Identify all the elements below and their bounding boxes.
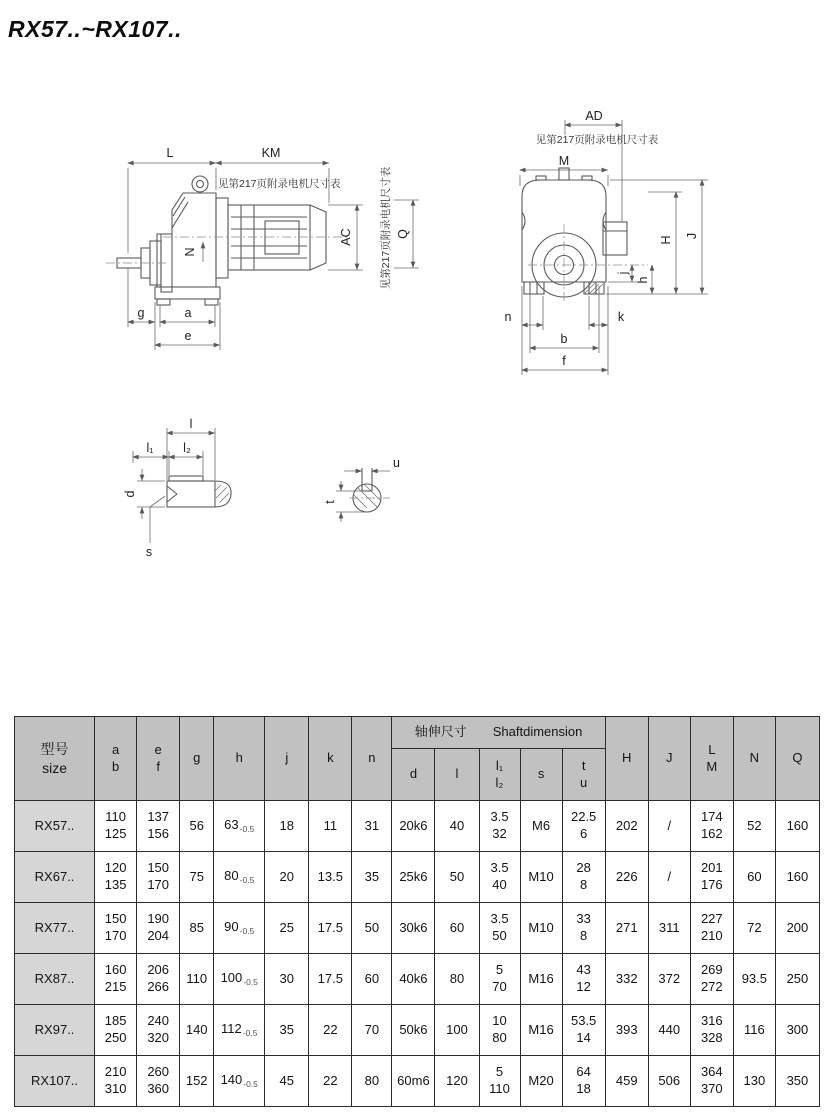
shaft-geometry xyxy=(167,476,231,507)
cell-g: 152 xyxy=(180,1056,214,1107)
cell-l: 100 xyxy=(435,1005,479,1056)
cell-ef: 206 266 xyxy=(137,954,180,1005)
cell-model: RX87.. xyxy=(15,954,95,1005)
header-LM: L M xyxy=(690,717,733,801)
cell-g: 140 xyxy=(180,1005,214,1056)
motor-note-side-top: 见第217页附录电机尺寸表 xyxy=(218,178,341,190)
cell-tu: 64 18 xyxy=(562,1056,605,1107)
table-row xyxy=(15,852,820,903)
cell-l12: 3.5 50 xyxy=(479,903,520,954)
cell-Q: 300 xyxy=(775,1005,819,1056)
dimension-table-wrap xyxy=(14,716,820,1107)
cell-N: 60 xyxy=(733,852,775,903)
cell-N: 52 xyxy=(733,801,775,852)
dim-label-AD: AD xyxy=(585,109,603,123)
page-title: RX57..~RX107.. xyxy=(8,16,182,42)
cell-g: 75 xyxy=(180,852,214,903)
front-view-dimensions xyxy=(520,120,708,375)
dim-label-t: t xyxy=(323,500,337,504)
dim-label-d: d xyxy=(123,490,137,498)
cell-ef: 260 360 xyxy=(137,1056,180,1107)
cell-s: M16 xyxy=(520,954,562,1005)
cell-LM: 269 272 xyxy=(690,954,733,1005)
cell-l: 120 xyxy=(435,1056,479,1107)
cell-d: 25k6 xyxy=(392,852,435,903)
header-ef: e f xyxy=(137,717,180,801)
cell-d: 40k6 xyxy=(392,954,435,1005)
cell-l12: 3.5 40 xyxy=(479,852,520,903)
cell-ab: 120 135 xyxy=(95,852,137,903)
cell-k: 13.5 xyxy=(309,852,352,903)
cell-k: 11 xyxy=(309,801,352,852)
cell-n: 60 xyxy=(352,954,392,1005)
cell-h: $140_{-0.5}$ xyxy=(214,1056,265,1107)
technical-drawings xyxy=(0,90,840,580)
cell-ab: 110 125 xyxy=(95,801,137,852)
cell-ab: 160 215 xyxy=(95,954,137,1005)
side-view-drawing xyxy=(106,146,419,350)
cell-l12: 5 110 xyxy=(479,1056,520,1107)
dim-label-KM: KM xyxy=(261,146,281,160)
header-J: J xyxy=(648,717,690,801)
section-keyway xyxy=(362,468,372,491)
cell-H: 393 xyxy=(605,1005,648,1056)
cell-l: 80 xyxy=(435,954,479,1005)
shaft-section-drawing xyxy=(323,456,400,522)
dim-label-j: j xyxy=(616,271,630,275)
cell-H: 202 xyxy=(605,801,648,852)
cell-Q: 200 xyxy=(775,903,819,954)
cell-LM: 227 210 xyxy=(690,903,733,954)
cell-j: 35 xyxy=(265,1005,309,1056)
cell-j: 20 xyxy=(265,852,309,903)
cell-k: 17.5 xyxy=(309,903,352,954)
dim-label-l: l xyxy=(189,417,193,431)
side-view-geometry xyxy=(117,176,326,305)
dim-label-g: g xyxy=(137,306,145,320)
cell-j: 30 xyxy=(265,954,309,1005)
cell-Q: 160 xyxy=(775,852,819,903)
cell-ab: 210 310 xyxy=(95,1056,137,1107)
cell-h: $112_{-0.5}$ xyxy=(214,1005,265,1056)
cell-ef: 150 170 xyxy=(137,852,180,903)
cell-s: M20 xyxy=(520,1056,562,1107)
cell-s: M6 xyxy=(520,801,562,852)
cell-model: RX77.. xyxy=(15,903,95,954)
dim-label-AC: AC xyxy=(339,228,353,246)
header-N: N xyxy=(733,717,775,801)
cell-N: 93.5 xyxy=(733,954,775,1005)
dim-label-h: h xyxy=(636,276,650,284)
table-row xyxy=(15,1005,820,1056)
cell-LM: 174 162 xyxy=(690,801,733,852)
cell-g: 85 xyxy=(180,903,214,954)
cell-N: 116 xyxy=(733,1005,775,1056)
foot-hatching xyxy=(585,283,603,294)
table-row xyxy=(15,1056,820,1107)
table-body xyxy=(15,801,820,1107)
dim-label-k: k xyxy=(617,310,625,324)
dim-label-l2: l₂ xyxy=(183,441,191,455)
cell-model: RX57.. xyxy=(15,801,95,852)
cell-k: 22 xyxy=(309,1005,352,1056)
cell-N: 72 xyxy=(733,903,775,954)
cell-tu: 22.5 6 xyxy=(562,801,605,852)
cell-n: 35 xyxy=(352,852,392,903)
cell-model: RX67.. xyxy=(15,852,95,903)
header-k: k xyxy=(309,717,352,801)
cell-n: 31 xyxy=(352,801,392,852)
cell-J: / xyxy=(648,852,690,903)
cell-s: M10 xyxy=(520,852,562,903)
dim-label-l1: l₁ xyxy=(146,441,154,455)
dim-label-f: f xyxy=(562,354,566,368)
cell-tu: 43 12 xyxy=(562,954,605,1005)
cell-n: 80 xyxy=(352,1056,392,1107)
dim-label-e: e xyxy=(184,329,192,343)
cell-l12: 10 80 xyxy=(479,1005,520,1056)
dimension-table xyxy=(14,716,820,1107)
cell-J: / xyxy=(648,801,690,852)
cell-J: 311 xyxy=(648,903,690,954)
cell-J: 506 xyxy=(648,1056,690,1107)
cell-H: 459 xyxy=(605,1056,648,1107)
header-size: 型号 size xyxy=(15,717,95,801)
cell-k: 22 xyxy=(309,1056,352,1107)
header-l12: l₁ l₂ xyxy=(479,749,520,801)
motor-note-side-right: 见第217页附录电机尺寸表 xyxy=(380,166,392,290)
table-row xyxy=(15,903,820,954)
cell-h: $100_{-0.5}$ xyxy=(214,954,265,1005)
header-g: g xyxy=(180,717,214,801)
cell-n: 50 xyxy=(352,903,392,954)
cell-h: $90_{-0.5}$ xyxy=(214,903,265,954)
cell-J: 440 xyxy=(648,1005,690,1056)
cell-ef: 137 156 xyxy=(137,801,180,852)
cell-k: 17.5 xyxy=(309,954,352,1005)
dim-label-a: a xyxy=(184,306,192,320)
cell-tu: 28 8 xyxy=(562,852,605,903)
cell-h: $63_{-0.5}$ xyxy=(214,801,265,852)
cell-tu: 53.5 14 xyxy=(562,1005,605,1056)
header-s: s xyxy=(520,749,562,801)
table-header xyxy=(15,717,820,801)
dim-label-u: u xyxy=(393,456,400,470)
dim-label-J: J xyxy=(685,232,699,240)
cell-h: $80_{-0.5}$ xyxy=(214,852,265,903)
cell-ef: 240 320 xyxy=(137,1005,180,1056)
cell-N: 130 xyxy=(733,1056,775,1107)
cell-j: 25 xyxy=(265,903,309,954)
dim-label-L: L xyxy=(166,146,174,160)
header-tu: t u xyxy=(562,749,605,801)
header-n: n xyxy=(352,717,392,801)
dim-label-H: H xyxy=(659,235,673,245)
dim-label-b: b xyxy=(560,332,568,346)
cell-d: 50k6 xyxy=(392,1005,435,1056)
front-view-geometry xyxy=(522,168,627,297)
cell-l12: 5 70 xyxy=(479,954,520,1005)
cell-l12: 3.5 32 xyxy=(479,801,520,852)
cell-ab: 150 170 xyxy=(95,903,137,954)
cell-d: 30k6 xyxy=(392,903,435,954)
table-row xyxy=(15,954,820,1005)
dim-label-s: s xyxy=(145,545,153,559)
header-H: H xyxy=(605,717,648,801)
cell-Q: 250 xyxy=(775,954,819,1005)
cell-n: 70 xyxy=(352,1005,392,1056)
cell-ab: 185 250 xyxy=(95,1005,137,1056)
cell-s: M10 xyxy=(520,903,562,954)
cell-tu: 33 8 xyxy=(562,903,605,954)
dim-label-N: N xyxy=(183,247,197,257)
cell-l: 60 xyxy=(435,903,479,954)
cell-d: 20k6 xyxy=(392,801,435,852)
cell-Q: 350 xyxy=(775,1056,819,1107)
cell-ef: 190 204 xyxy=(137,903,180,954)
front-view-drawing xyxy=(505,109,708,375)
cell-H: 226 xyxy=(605,852,648,903)
cell-LM: 364 370 xyxy=(690,1056,733,1107)
cell-LM: 201 176 xyxy=(690,852,733,903)
cell-H: 271 xyxy=(605,903,648,954)
cell-j: 18 xyxy=(265,801,309,852)
cell-l: 50 xyxy=(435,852,479,903)
header-Q: Q xyxy=(775,717,819,801)
shaft-detail-drawing xyxy=(123,417,234,559)
header-l: l xyxy=(435,749,479,801)
section-dimensions xyxy=(336,471,390,522)
dim-label-n: n xyxy=(504,310,512,324)
motor-note-front: 见第217页附录电机尺寸表 xyxy=(535,134,659,146)
cell-g: 110 xyxy=(180,954,214,1005)
cell-LM: 316 328 xyxy=(690,1005,733,1056)
cell-J: 372 xyxy=(648,954,690,1005)
cell-d: 60m6 xyxy=(392,1056,435,1107)
header-d: d xyxy=(392,749,435,801)
cell-model: RX107.. xyxy=(15,1056,95,1107)
cell-H: 332 xyxy=(605,954,648,1005)
dim-label-M: M xyxy=(558,154,570,168)
header-h: h xyxy=(214,717,265,801)
table-row xyxy=(15,801,820,852)
header-shaft-group: 轴伸尺寸 Shaftdimension xyxy=(392,717,605,749)
cell-Q: 160 xyxy=(775,801,819,852)
header-ab: a b xyxy=(95,717,137,801)
shaft-dimensions xyxy=(133,428,215,543)
cell-model: RX97.. xyxy=(15,1005,95,1056)
cell-s: M16 xyxy=(520,1005,562,1056)
cell-l: 40 xyxy=(435,801,479,852)
header-j: j xyxy=(265,717,309,801)
cell-g: 56 xyxy=(180,801,214,852)
cell-j: 45 xyxy=(265,1056,309,1107)
dim-label-Q: Q xyxy=(396,229,410,239)
